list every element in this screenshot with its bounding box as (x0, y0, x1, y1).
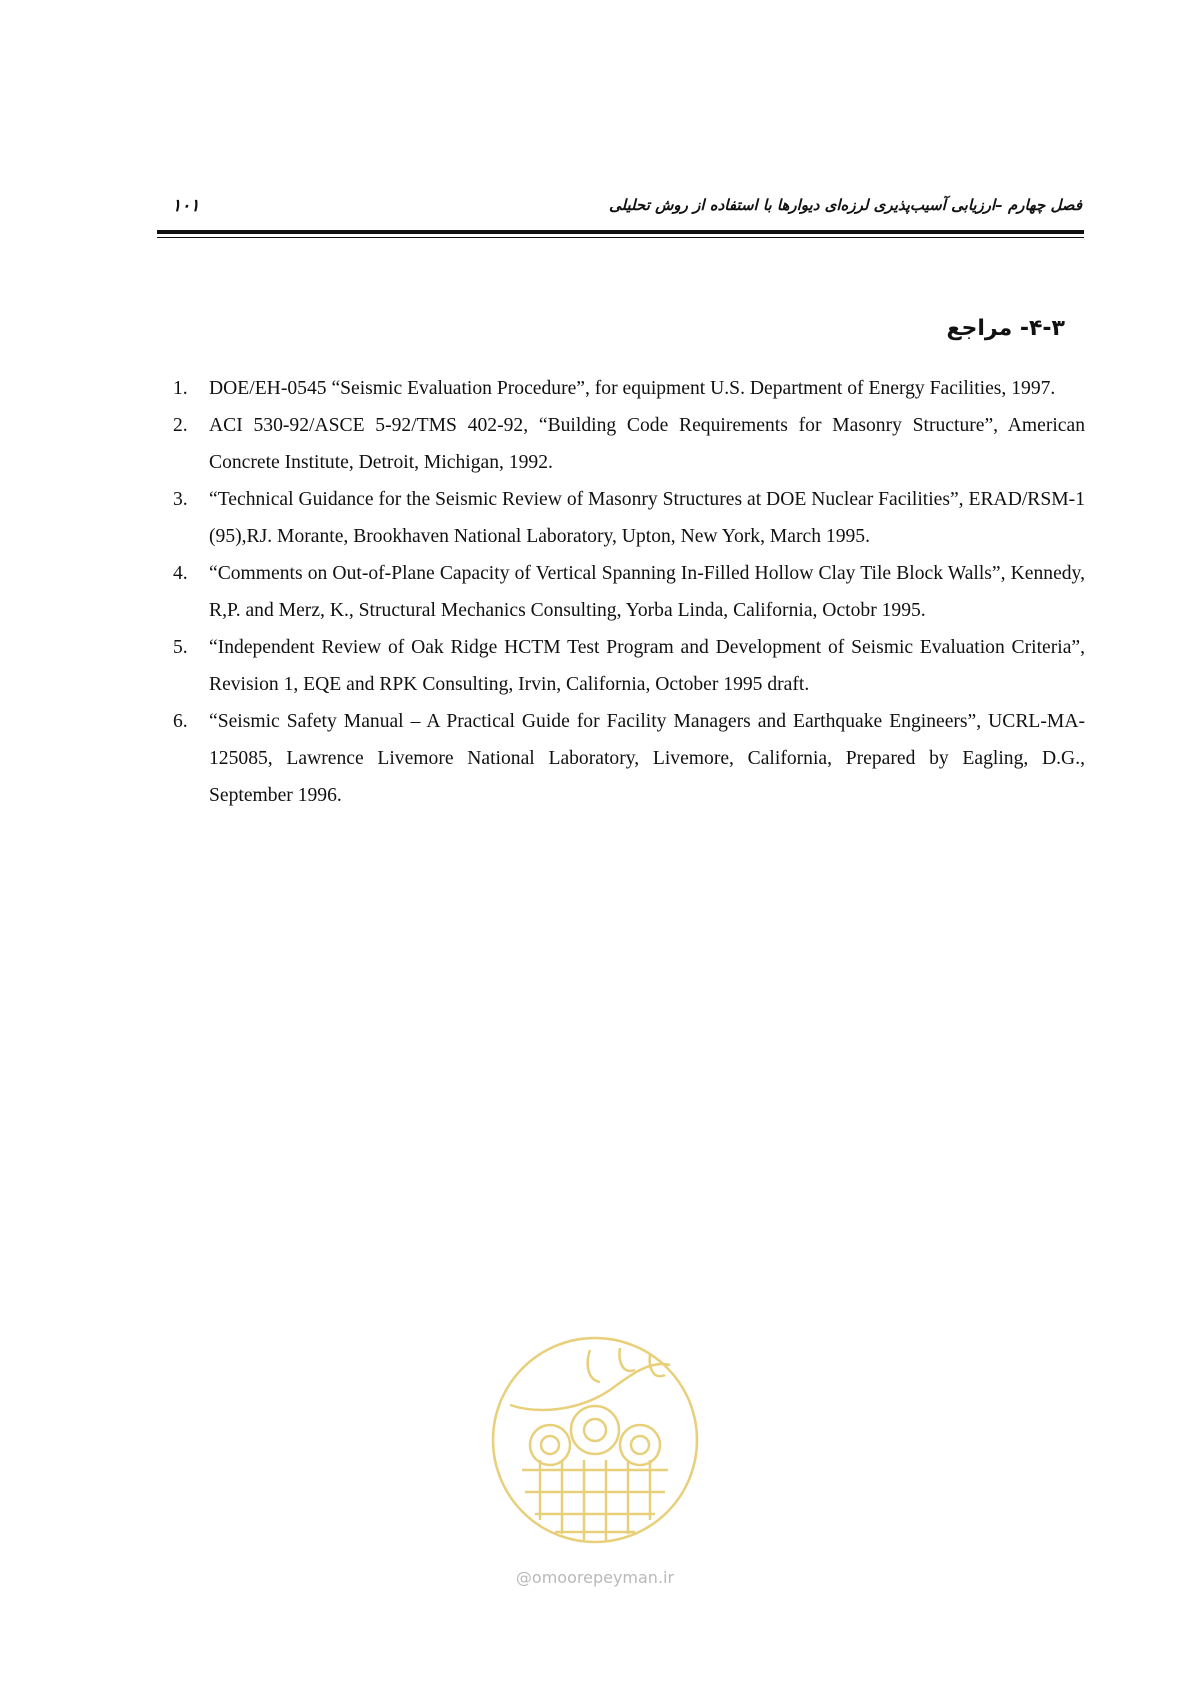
reference-list (173, 370, 1085, 814)
reference-text: “Independent Review of Oak Ridge HCTM Test Program and Development of Seismic Evaluation Criteria”, Revision 1, EQE and RPK Consulting, Irvin, California, October 1995 draft. (209, 637, 1085, 695)
header-rule-thick (157, 230, 1084, 234)
reference-item (173, 481, 1085, 555)
running-header (160, 196, 1082, 226)
reference-text: “Seismic Safety Manual – A Practical Guide for Facility Managers and Earthquake Engineers”, UCRL-MA-125085, Lawrence Livemore National Laboratory, Livemore, California, Prepared by Eagling, D.G., September 1996. (209, 711, 1085, 806)
watermark-logo-icon (470, 1320, 720, 1560)
reference-item (173, 703, 1085, 814)
reference-text: “Comments on Out-of-Plane Capacity of Vertical Spanning In-Filled Hollow Clay Tile Block Walls”, Kennedy, R,P. and Merz, K., Structural Mechanics Consulting, Yorba Linda, California, Octobr 1995. (209, 563, 1085, 621)
reference-number: 3. (173, 489, 188, 510)
reference-text: ACI 530-92/ASCE 5-92/TMS 402-92, “Building Code Requirements for Masonry Structure”, American Concrete Institute, Detroit, Michigan, 1992. (209, 415, 1085, 473)
reference-item (173, 555, 1085, 629)
reference-text: “Technical Guidance for the Seismic Review of Masonry Structures at DOE Nuclear Facilities”, ERAD/RSM-1 (95),RJ. Morante, Brookhaven National Laboratory, Upton, New York, March 1995. (209, 489, 1085, 547)
header-rule-thin (157, 237, 1084, 238)
reference-item (173, 370, 1085, 407)
reference-number: 2. (173, 415, 188, 436)
reference-item (173, 629, 1085, 703)
reference-item (173, 407, 1085, 481)
chapter-title: فصل چهارم –ارزیابی آسیب‌پذیری لرزه‌ای دیوارها با استفاده از روش تحلیلی (609, 196, 1082, 214)
section-heading: ۴-۳- مراجع (946, 316, 1065, 341)
reference-number: 6. (173, 711, 188, 732)
watermark-url: @omoorepeyman.ir (515, 1568, 675, 1587)
reference-text: DOE/EH-0545 “Seismic Evaluation Procedure”, for equipment U.S. Department of Energy Facilities, 1997. (209, 378, 1056, 399)
reference-number: 4. (173, 563, 188, 584)
reference-number: 1. (173, 378, 188, 399)
reference-number: 5. (173, 637, 188, 658)
watermark (470, 1320, 720, 1610)
page-number: ۱۰۱ (172, 196, 200, 216)
